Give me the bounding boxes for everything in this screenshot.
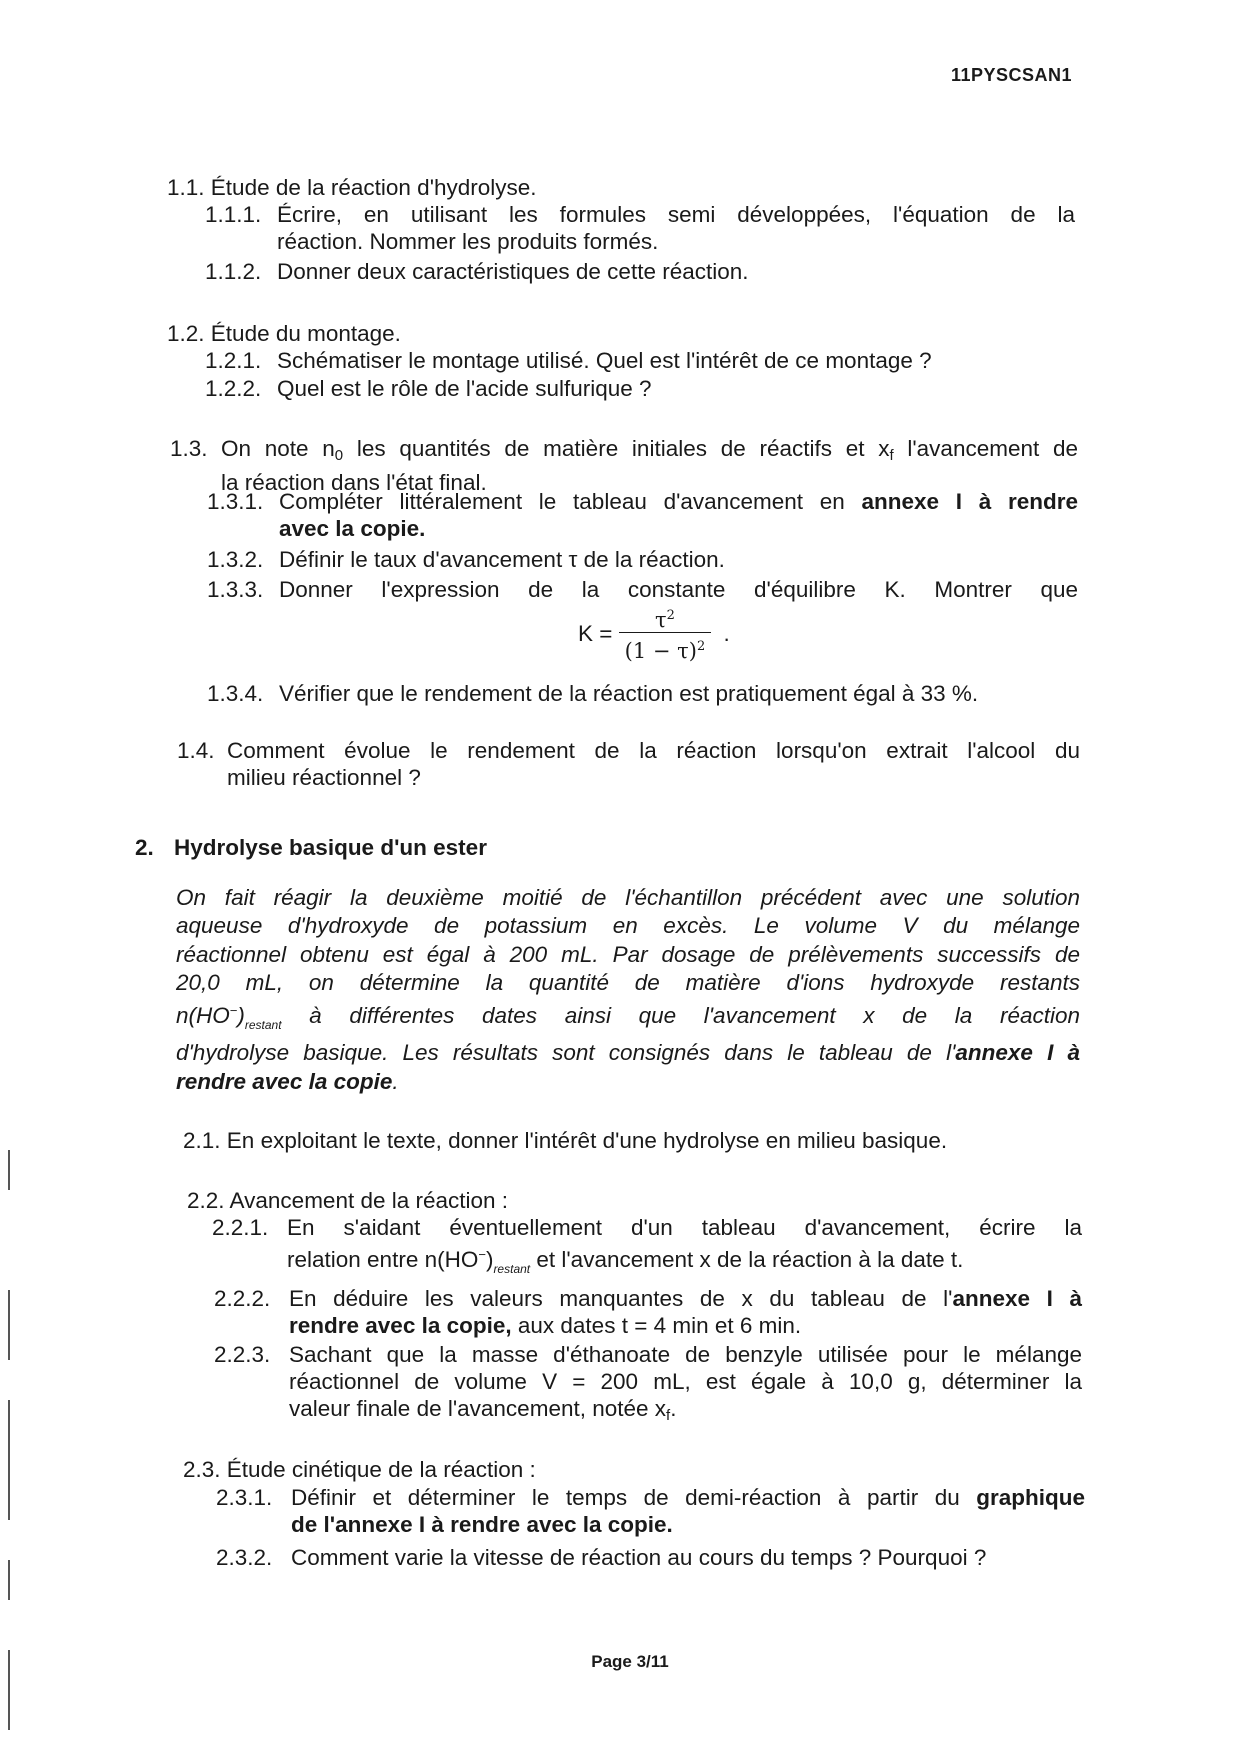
section-2-2-title: 2.2. Avancement de la réaction : <box>187 1188 509 1213</box>
scan-mark <box>8 1400 10 1520</box>
question-2-1: 2.1. En exploitant le texte, donner l'intérêt d'une hydrolyse en milieu basique. <box>183 1128 948 1153</box>
scan-mark <box>8 1290 10 1360</box>
formula-fraction: $\frac{\tau^2}{(1 - \tau)^2}$ <box>619 604 712 663</box>
scan-mark <box>8 1150 10 1190</box>
scan-mark <box>8 1560 10 1600</box>
question-1-2-2: 1.2.2. Quel est le rôle de l'acide sulfurique ? <box>205 376 652 401</box>
section-2-3-title: 2.3. Étude cinétique de la réaction : <box>183 1457 536 1482</box>
section-1-3-intro: 1.3. On note n0 les quantités de matière initiales de réactifs et xf l'avancement de la réaction dans l'état final. <box>170 436 1079 495</box>
section-2-statement: On fait réagir la deuxième moitié de l'échantillon précédent avec une solution aqueuse d'hydroxyde de potassium en excès. Le volume V du mélange réactionnel obtenu est égal à 200 mL. Par dosage de prélèvements successifs de 20,0 mL, on détermine la quantité de matière d'ions hydroxyde restants $n(HO^-)_{restant}$ à différentes dates ainsi que l'avancement x de la réaction d'hydrolyse basique. Les résultats sont consignés dans le tableau de l'annexe I à rendre avec la copie. <box>176 885 1081 1094</box>
document-code: 11PYSCSAN1 <box>950 65 1072 85</box>
question-1-3-1: 1.3.1. Compléter littéralement le tableau d'avancement en annexe I à rendre avec la copie. <box>207 489 1078 541</box>
question-1-1-1: 1.1.1. Écrire, en utilisant les formules semi développées, l'équation de la réaction. Nommer les produits formés. <box>205 202 1075 254</box>
section-1-4: 1.4. Comment évolue le rendement de la réaction lorsqu'on extrait l'alcool du milieu réactionnel ? <box>177 738 1080 790</box>
question-1-3-2: 1.3.2. Définir le taux d'avancement τ de la réaction. <box>207 547 725 572</box>
question-2-2-1: 2.2.1. En s'aidant éventuellement d'un tableau d'avancement, écrire la relation entre $n(HO^-)_{restant}$ et l'avancement x de la réaction à la date t. <box>212 1215 1082 1276</box>
question-1-2-1: 1.2.1. Schématiser le montage utilisé. Quel est l'intérêt de ce montage ? <box>205 348 932 373</box>
question-1-3-3: 1.3.3. Donner l'expression de la constante d'équilibre K. Montrer que <box>207 577 1078 602</box>
question-1-1-2: 1.1.2. Donner deux caractéristiques de cette réaction. <box>205 259 749 284</box>
question-2-3-2: 2.3.2. Comment varie la vitesse de réaction au cours du temps ? Pourquoi ? <box>216 1545 987 1570</box>
question-1-3-4: 1.3.4. Vérifier que le rendement de la réaction est pratiquement égal à 33 %. <box>207 681 979 706</box>
section-2-title: 2. Hydrolyse basique d'un ester <box>135 835 487 860</box>
question-2-2-3: 2.2.3. Sachant que la masse d'éthanoate de benzyle utilisée pour le mélange réactionnel de volume V = 200 mL, est égale à 10,0 g, déterminer la valeur finale de l'avancement, notée xf. <box>214 1342 1082 1424</box>
section-1-2-title: 1.2. Étude du montage. <box>167 321 401 346</box>
equilibrium-formula: K = $\frac{\tau^2}{(1 - \tau)^2}$ . <box>578 604 730 663</box>
page-number: Page 3/11 <box>591 1652 669 1671</box>
question-2-3-1: 2.3.1. Définir et déterminer le temps de demi-réaction à partir du graphique de l'annexe I à rendre avec la copie. <box>216 1485 1085 1537</box>
section-1-1-title: 1.1. Étude de la réaction d'hydrolyse. <box>167 175 537 200</box>
question-2-2-2: 2.2.2. En déduire les valeurs manquantes de x du tableau de l'annexe I à rendre avec la copie, aux dates t = 4 min et 6 min. <box>214 1286 1082 1338</box>
